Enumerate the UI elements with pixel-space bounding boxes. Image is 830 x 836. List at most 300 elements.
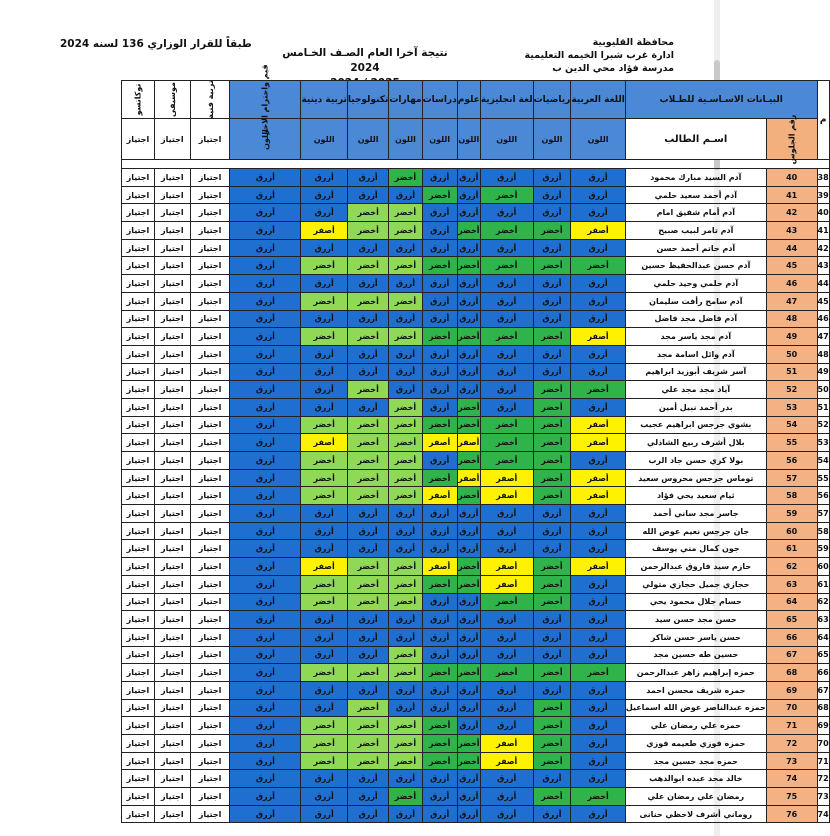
values-level-cell: أزرق bbox=[230, 222, 301, 240]
grade-level-cell: أخضر bbox=[347, 699, 389, 717]
art-pass-cell: اجتياز bbox=[190, 681, 230, 699]
grade-level-cell: أخضر bbox=[571, 664, 625, 682]
grade-level-cell: أزرق bbox=[571, 275, 625, 293]
student-name-cell: حمزه شريف محسن احمد bbox=[625, 681, 766, 699]
student-name-cell: رمضان علي رمضان علي bbox=[625, 788, 766, 806]
grade-level-cell: أزرق bbox=[301, 699, 347, 717]
tokkatsu-pass-cell: اجتياز bbox=[122, 611, 155, 629]
grade-level-cell: أزرق bbox=[422, 310, 457, 328]
subject-header-religion: تربية دينية bbox=[301, 81, 347, 119]
grade-level-cell: أزرق bbox=[457, 186, 480, 204]
art-pass-cell: اجتياز bbox=[190, 239, 230, 257]
grade-level-cell: أخضر bbox=[422, 469, 457, 487]
values-level-cell: أزرق bbox=[230, 452, 301, 470]
grade-level-cell: أزرق bbox=[457, 204, 480, 222]
music-pass-cell: اجتياز bbox=[154, 292, 190, 310]
art-pass-cell: اجتياز bbox=[190, 770, 230, 788]
student-name-cell: حمزه عبدالناصر عوض الله اسماعيل bbox=[625, 699, 766, 717]
seq-cell: 54 bbox=[817, 452, 829, 470]
grade-level-cell: أزرق bbox=[457, 628, 480, 646]
seq-cell: 48 bbox=[817, 345, 829, 363]
grade-level-cell: أخضر bbox=[347, 469, 389, 487]
grade-level-cell: أزرق bbox=[480, 310, 533, 328]
grade-level-cell: أزرق bbox=[422, 611, 457, 629]
student-name-cell: آدم حسن عبدالحفيظ حسين bbox=[625, 257, 766, 275]
grade-level-cell: أصفر bbox=[571, 469, 625, 487]
grade-level-cell: أزرق bbox=[301, 204, 347, 222]
grade-level-cell: أزرق bbox=[347, 505, 389, 523]
grade-level-cell: أخضر bbox=[347, 328, 389, 346]
grade-level-cell: أزرق bbox=[533, 540, 571, 558]
grade-level-cell: أزرق bbox=[571, 752, 625, 770]
grade-level-cell: أخضر bbox=[422, 328, 457, 346]
student-name-cell: آدم حاتم أحمد حسن bbox=[625, 239, 766, 257]
grade-level-cell: أزرق bbox=[533, 310, 571, 328]
music-pass-cell: اجتياز bbox=[154, 310, 190, 328]
grade-level-cell: أخضر bbox=[301, 416, 347, 434]
grade-level-cell: أخضر bbox=[533, 717, 571, 735]
grade-level-cell: أزرق bbox=[301, 345, 347, 363]
grade-level-cell: أزرق bbox=[347, 540, 389, 558]
seq-cell: 45 bbox=[817, 292, 829, 310]
student-row bbox=[122, 292, 830, 310]
grade-level-cell: أزرق bbox=[480, 505, 533, 523]
student-row bbox=[122, 752, 830, 770]
subject-header-arabic: اللغة العربية bbox=[571, 81, 625, 119]
grade-level-cell: أخضر bbox=[389, 664, 422, 682]
grade-level-cell: أزرق bbox=[457, 788, 480, 806]
grade-level-cell: أخضر bbox=[533, 469, 571, 487]
grade-level-cell: أصفر bbox=[301, 558, 347, 576]
grade-level-cell: أخضر bbox=[480, 593, 533, 611]
tokkatsu-pass-cell: اجتياز bbox=[122, 257, 155, 275]
grade-level-cell: أزرق bbox=[533, 646, 571, 664]
grade-level-cell: أخضر bbox=[389, 452, 422, 470]
level-header: اللون bbox=[301, 119, 347, 160]
grade-level-cell: أخضر bbox=[422, 717, 457, 735]
grade-level-cell: أخضر bbox=[457, 222, 480, 240]
grade-level-cell: أزرق bbox=[347, 398, 389, 416]
grade-level-cell: أخضر bbox=[347, 381, 389, 399]
art-pass-cell: اجتياز bbox=[190, 611, 230, 629]
grade-level-cell: أزرق bbox=[347, 611, 389, 629]
grade-level-cell: أصفر bbox=[571, 222, 625, 240]
grade-level-cell: أخضر bbox=[347, 664, 389, 682]
grade-level-cell: أزرق bbox=[457, 681, 480, 699]
art-pass-cell: اجتياز bbox=[190, 452, 230, 470]
seat-number-cell: 75 bbox=[766, 788, 817, 806]
grade-level-cell: أزرق bbox=[480, 345, 533, 363]
grade-level-cell: أزرق bbox=[533, 628, 571, 646]
values-level-cell: أزرق bbox=[230, 292, 301, 310]
values-level-cell: أزرق bbox=[230, 575, 301, 593]
grade-level-cell: أخضر bbox=[389, 416, 422, 434]
tokkatsu-pass-cell: اجتياز bbox=[122, 469, 155, 487]
grade-level-cell: أزرق bbox=[571, 452, 625, 470]
tokkatsu-pass-cell: اجتياز bbox=[122, 169, 155, 187]
grade-level-cell: أزرق bbox=[457, 717, 480, 735]
pass-header: اجتياز bbox=[190, 119, 230, 160]
grade-level-cell: أخضر bbox=[533, 699, 571, 717]
tokkatsu-pass-cell: اجتياز bbox=[122, 717, 155, 735]
art-pass-cell: اجتياز bbox=[190, 646, 230, 664]
grade-level-cell: أخضر bbox=[457, 416, 480, 434]
grade-level-cell: أخضر bbox=[533, 328, 571, 346]
student-row bbox=[122, 664, 830, 682]
music-pass-cell: اجتياز bbox=[154, 275, 190, 293]
music-pass-cell: اجتياز bbox=[154, 770, 190, 788]
grade-level-cell: أزرق bbox=[301, 540, 347, 558]
music-pass-cell: اجتياز bbox=[154, 169, 190, 187]
art-pass-cell: اجتياز bbox=[190, 752, 230, 770]
grade-level-cell: أزرق bbox=[347, 169, 389, 187]
grade-level-cell: أزرق bbox=[533, 805, 571, 823]
grade-level-cell: أزرق bbox=[301, 770, 347, 788]
seat-number-cell: 40 bbox=[766, 169, 817, 187]
seq-cell: 61 bbox=[817, 575, 829, 593]
grade-level-cell: أزرق bbox=[571, 363, 625, 381]
seat-number-cell: 66 bbox=[766, 628, 817, 646]
student-name-cell: آدم فاضل مجد فاضل bbox=[625, 310, 766, 328]
values-level-cell: أزرق bbox=[230, 770, 301, 788]
student-row bbox=[122, 452, 830, 470]
student-name-cell: آسر شريف أبوزيد ابراهيم bbox=[625, 363, 766, 381]
grade-level-cell: أزرق bbox=[422, 222, 457, 240]
grade-level-cell: أزرق bbox=[301, 522, 347, 540]
music-pass-cell: اجتياز bbox=[154, 628, 190, 646]
grade-level-cell: أخضر bbox=[457, 752, 480, 770]
student-row bbox=[122, 717, 830, 735]
music-pass-cell: اجتياز bbox=[154, 717, 190, 735]
art-pass-cell: اجتياز bbox=[190, 558, 230, 576]
student-row bbox=[122, 593, 830, 611]
music-pass-cell: اجتياز bbox=[154, 611, 190, 629]
grade-level-cell: أزرق bbox=[422, 292, 457, 310]
grade-level-cell: أزرق bbox=[422, 628, 457, 646]
seat-number-cell: 67 bbox=[766, 646, 817, 664]
grade-level-cell: أزرق bbox=[457, 169, 480, 187]
grade-level-cell: أخضر bbox=[389, 558, 422, 576]
subject-header-tech: تكنولوجيا bbox=[347, 81, 389, 119]
grade-level-cell: أزرق bbox=[457, 292, 480, 310]
grade-level-cell: أخضر bbox=[347, 204, 389, 222]
grade-level-cell: أزرق bbox=[571, 735, 625, 753]
seat-number-cell: 51 bbox=[766, 363, 817, 381]
grade-level-cell: أصفر bbox=[301, 434, 347, 452]
grade-level-cell: أزرق bbox=[571, 204, 625, 222]
grade-level-cell: أزرق bbox=[347, 522, 389, 540]
grade-level-cell: أزرق bbox=[422, 345, 457, 363]
grade-level-cell: أزرق bbox=[457, 310, 480, 328]
student-row bbox=[122, 416, 830, 434]
music-pass-cell: اجتياز bbox=[154, 699, 190, 717]
art-pass-cell: اجتياز bbox=[190, 575, 230, 593]
values-level-cell: أزرق bbox=[230, 593, 301, 611]
grade-level-cell: أزرق bbox=[389, 611, 422, 629]
grade-level-cell: أزرق bbox=[422, 805, 457, 823]
seq-cell: 43 bbox=[817, 257, 829, 275]
student-row bbox=[122, 788, 830, 806]
student-name-cell: جاسر مجد ساني أحمد bbox=[625, 505, 766, 523]
grade-level-cell: أصفر bbox=[571, 416, 625, 434]
student-info-header: البيـانات الاسـاسـية للطـلاب bbox=[625, 81, 817, 119]
grade-level-cell: أخضر bbox=[347, 416, 389, 434]
grade-level-cell: أزرق bbox=[457, 540, 480, 558]
seq-header: م bbox=[817, 81, 829, 160]
grade-level-cell: أخضر bbox=[301, 257, 347, 275]
grade-level-cell: أزرق bbox=[533, 522, 571, 540]
tokkatsu-pass-cell: اجتياز bbox=[122, 770, 155, 788]
seq-cell: 49 bbox=[817, 363, 829, 381]
seat-header: رقم الجلوس bbox=[766, 119, 817, 160]
grade-level-cell: أزرق bbox=[457, 345, 480, 363]
grade-level-cell: أزرق bbox=[347, 345, 389, 363]
grade-level-cell: أزرق bbox=[457, 505, 480, 523]
student-name-cell: حمزه فوزي طعيمه فوزي bbox=[625, 735, 766, 753]
student-row bbox=[122, 469, 830, 487]
student-name-cell: آدم سامح رأفت سليمان bbox=[625, 292, 766, 310]
music-pass-cell: اجتياز bbox=[154, 204, 190, 222]
grade-level-cell: أزرق bbox=[480, 628, 533, 646]
grade-level-cell: أصفر bbox=[480, 487, 533, 505]
grade-level-cell: أزرق bbox=[301, 681, 347, 699]
seat-number-cell: 64 bbox=[766, 593, 817, 611]
seq-cell: 57 bbox=[817, 505, 829, 523]
music-pass-cell: اجتياز bbox=[154, 735, 190, 753]
grade-level-cell: أزرق bbox=[301, 381, 347, 399]
tokkatsu-pass-cell: اجتياز bbox=[122, 788, 155, 806]
art-pass-cell: اجتياز bbox=[190, 204, 230, 222]
values-level-cell: أزرق bbox=[230, 345, 301, 363]
seq-cell: 58 bbox=[817, 522, 829, 540]
grade-level-cell: أخضر bbox=[533, 222, 571, 240]
student-row bbox=[122, 487, 830, 505]
grade-level-cell: أخضر bbox=[533, 752, 571, 770]
result-year-line: 2024 bbox=[350, 62, 380, 74]
grade-level-cell: أزرق bbox=[571, 169, 625, 187]
grade-level-cell: أخضر bbox=[347, 735, 389, 753]
grade-level-cell: أزرق bbox=[301, 186, 347, 204]
grade-level-cell: أزرق bbox=[533, 292, 571, 310]
grade-level-cell: أزرق bbox=[480, 204, 533, 222]
seq-cell: 66 bbox=[817, 664, 829, 682]
seq-cell: 53 bbox=[817, 434, 829, 452]
grade-level-cell: أزرق bbox=[301, 310, 347, 328]
grade-level-cell: أزرق bbox=[533, 681, 571, 699]
grade-level-cell: أخضر bbox=[533, 381, 571, 399]
grade-level-cell: أخضر bbox=[457, 575, 480, 593]
grade-level-cell: أزرق bbox=[571, 186, 625, 204]
tokkatsu-pass-cell: اجتياز bbox=[122, 363, 155, 381]
values-level-cell: أزرق bbox=[230, 646, 301, 664]
pass-header: اجتياز bbox=[122, 119, 155, 160]
seat-number-cell: 47 bbox=[766, 292, 817, 310]
student-name-cell: حسن ياسر حسن شاكر bbox=[625, 628, 766, 646]
tokkatsu-pass-cell: اجتياز bbox=[122, 540, 155, 558]
subject-header-social: دراسات bbox=[422, 81, 457, 119]
tokkatsu-pass-cell: اجتياز bbox=[122, 522, 155, 540]
grade-level-cell: أزرق bbox=[571, 239, 625, 257]
grade-level-cell: أخضر bbox=[389, 328, 422, 346]
grade-level-cell: أخضر bbox=[347, 558, 389, 576]
grade-level-cell: أزرق bbox=[480, 398, 533, 416]
values-level-cell: أزرق bbox=[230, 628, 301, 646]
seat-number-cell: 53 bbox=[766, 398, 817, 416]
grade-level-cell: أخضر bbox=[347, 452, 389, 470]
values-level-cell: أزرق bbox=[230, 186, 301, 204]
seq-cell: 59 bbox=[817, 540, 829, 558]
grade-level-cell: أزرق bbox=[389, 628, 422, 646]
grade-level-cell: أزرق bbox=[422, 646, 457, 664]
grade-level-cell: أزرق bbox=[389, 381, 422, 399]
art-pass-cell: اجتياز bbox=[190, 292, 230, 310]
grade-level-cell: أخضر bbox=[389, 752, 422, 770]
grade-level-cell: أزرق bbox=[301, 611, 347, 629]
grade-level-cell: أزرق bbox=[480, 239, 533, 257]
seat-number-cell: 70 bbox=[766, 699, 817, 717]
subject-header-science: علوم bbox=[457, 81, 480, 119]
student-row bbox=[122, 611, 830, 629]
art-pass-cell: اجتياز bbox=[190, 345, 230, 363]
grade-level-cell: أخضر bbox=[533, 416, 571, 434]
values-level-cell: أزرق bbox=[230, 699, 301, 717]
pass-header: اجتياز bbox=[154, 119, 190, 160]
values-level-cell: أزرق bbox=[230, 752, 301, 770]
grade-level-cell: أخضر bbox=[389, 292, 422, 310]
grade-level-cell: أخضر bbox=[533, 452, 571, 470]
seat-number-cell: 68 bbox=[766, 664, 817, 682]
grade-level-cell: أصفر bbox=[457, 434, 480, 452]
music-pass-cell: اجتياز bbox=[154, 469, 190, 487]
values-level-cell: أزرق bbox=[230, 328, 301, 346]
grade-level-cell: أزرق bbox=[422, 204, 457, 222]
student-row bbox=[122, 735, 830, 753]
student-name-cell: حازم سيد فاروق عبدالرحمن bbox=[625, 558, 766, 576]
grade-level-cell: أزرق bbox=[480, 770, 533, 788]
grade-level-cell: أخضر bbox=[480, 328, 533, 346]
seq-cell: 73 bbox=[817, 788, 829, 806]
tokkatsu-pass-cell: اجتياز bbox=[122, 575, 155, 593]
grade-level-cell: أزرق bbox=[571, 717, 625, 735]
tokkatsu-header: توكاتسو bbox=[122, 81, 155, 119]
grade-level-cell: أصفر bbox=[301, 222, 347, 240]
art-pass-cell: اجتياز bbox=[190, 664, 230, 682]
grade-level-cell: أخضر bbox=[389, 434, 422, 452]
grade-level-cell: أخضر bbox=[301, 292, 347, 310]
grade-level-cell: أزرق bbox=[389, 363, 422, 381]
art-pass-cell: اجتياز bbox=[190, 434, 230, 452]
grade-level-cell: أخضر bbox=[422, 575, 457, 593]
level-header: اللون bbox=[571, 119, 625, 160]
grade-level-cell: أصفر bbox=[422, 558, 457, 576]
grade-level-cell: أزرق bbox=[571, 522, 625, 540]
tokkatsu-pass-cell: اجتياز bbox=[122, 452, 155, 470]
grade-level-cell: أصفر bbox=[480, 469, 533, 487]
seat-number-cell: 50 bbox=[766, 345, 817, 363]
grade-level-cell: أزرق bbox=[480, 275, 533, 293]
grade-level-cell: أزرق bbox=[457, 381, 480, 399]
values-level-cell: أزرق bbox=[230, 434, 301, 452]
values-level-cell: أزرق bbox=[230, 310, 301, 328]
seat-number-cell: 58 bbox=[766, 487, 817, 505]
grade-level-cell: أصفر bbox=[422, 487, 457, 505]
student-row bbox=[122, 381, 830, 399]
grade-level-cell: أزرق bbox=[480, 292, 533, 310]
grade-level-cell: أزرق bbox=[301, 398, 347, 416]
music-pass-cell: اجتياز bbox=[154, 505, 190, 523]
seat-number-cell: 42 bbox=[766, 204, 817, 222]
grade-level-cell: أخضر bbox=[457, 735, 480, 753]
music-pass-cell: اجتياز bbox=[154, 416, 190, 434]
tokkatsu-pass-cell: اجتياز bbox=[122, 310, 155, 328]
music-header: موسيقى bbox=[154, 81, 190, 119]
values-level-cell: أزرق bbox=[230, 805, 301, 823]
art-pass-cell: اجتياز bbox=[190, 169, 230, 187]
seq-cell: 71 bbox=[817, 752, 829, 770]
art-pass-cell: اجتياز bbox=[190, 788, 230, 806]
grade-level-cell: أخضر bbox=[422, 257, 457, 275]
values-header: قيم واحترام الاخر bbox=[230, 81, 301, 119]
grade-level-cell: أزرق bbox=[571, 398, 625, 416]
tokkatsu-pass-cell: اجتياز bbox=[122, 345, 155, 363]
header-row-subjects bbox=[122, 81, 830, 119]
seq-cell: 41 bbox=[817, 222, 829, 240]
seq-cell: 65 bbox=[817, 646, 829, 664]
student-name-cell: حسام جلال محمود يحي bbox=[625, 593, 766, 611]
grade-level-cell: أزرق bbox=[347, 310, 389, 328]
grade-level-cell: أزرق bbox=[389, 770, 422, 788]
grade-level-cell: أزرق bbox=[571, 345, 625, 363]
seq-cell: 67 bbox=[817, 681, 829, 699]
seq-cell: 47 bbox=[817, 328, 829, 346]
grade-level-cell: أزرق bbox=[480, 699, 533, 717]
seat-number-cell: 48 bbox=[766, 310, 817, 328]
grade-level-cell: أزرق bbox=[457, 699, 480, 717]
grade-level-cell: أزرق bbox=[533, 169, 571, 187]
grade-level-cell: أزرق bbox=[347, 805, 389, 823]
grade-level-cell: أزرق bbox=[422, 381, 457, 399]
values-level-cell: أزرق bbox=[230, 664, 301, 682]
subject-header-skills: مهارات bbox=[389, 81, 422, 119]
music-pass-cell: اجتياز bbox=[154, 452, 190, 470]
grade-level-cell: أخضر bbox=[347, 752, 389, 770]
grade-level-cell: أخضر bbox=[457, 452, 480, 470]
music-pass-cell: اجتياز bbox=[154, 805, 190, 823]
values-level-cell: أزرق bbox=[230, 275, 301, 293]
art-pass-cell: اجتياز bbox=[190, 257, 230, 275]
grade-level-cell: أزرق bbox=[422, 505, 457, 523]
art-pass-cell: اجتياز bbox=[190, 487, 230, 505]
tokkatsu-pass-cell: اجتياز bbox=[122, 646, 155, 664]
grade-level-cell: أخضر bbox=[347, 717, 389, 735]
grade-level-cell: أخضر bbox=[389, 469, 422, 487]
values-level-cell: أزرق bbox=[230, 398, 301, 416]
grade-level-cell: أخضر bbox=[533, 434, 571, 452]
grade-level-cell: أزرق bbox=[480, 611, 533, 629]
grade-level-cell: أزرق bbox=[533, 770, 571, 788]
seat-number-cell: 63 bbox=[766, 575, 817, 593]
music-pass-cell: اجتياز bbox=[154, 398, 190, 416]
seq-cell: 63 bbox=[817, 611, 829, 629]
grade-level-cell: أخضر bbox=[389, 646, 422, 664]
grade-level-cell: أزرق bbox=[389, 345, 422, 363]
grade-level-cell: أخضر bbox=[480, 434, 533, 452]
grade-level-cell: أخضر bbox=[457, 398, 480, 416]
grade-level-cell: أزرق bbox=[457, 770, 480, 788]
art-pass-cell: اجتياز bbox=[190, 222, 230, 240]
tokkatsu-pass-cell: اجتياز bbox=[122, 275, 155, 293]
grade-level-cell: أزرق bbox=[389, 186, 422, 204]
